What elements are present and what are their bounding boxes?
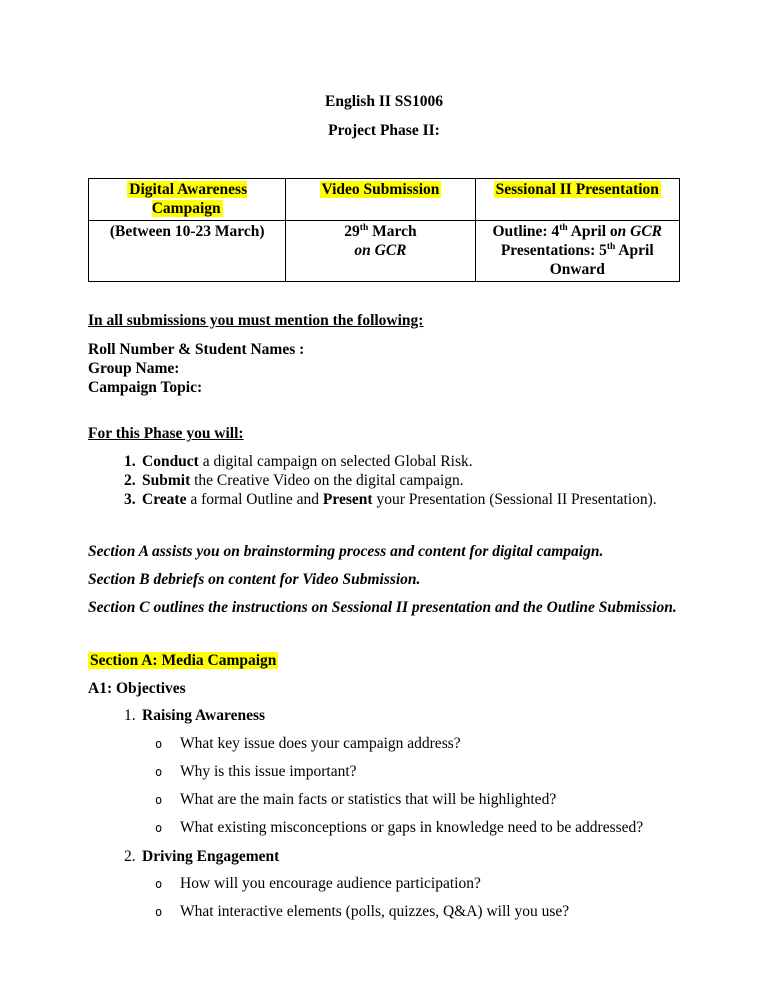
doc-title: English II SS1006 [324,93,444,110]
detail-cell-video-date [286,221,475,282]
ordinal-suffix: th [559,222,568,233]
circle-bullet-icon: o [155,877,163,891]
question-item: o What are the main facts or statistics that will be highlighted? [155,791,557,808]
task-item-conduct: 1. Conduct a digital campaign on selected Global Risk. [124,453,473,470]
list-number: 2. [124,472,136,489]
requirement-campaign-topic: Campaign Topic: [88,379,203,396]
task-item-create: 3. Create a formal Outline and Present your Presentation (Sessional II Presentation). [124,491,657,508]
circle-bullet-icon: o [155,905,163,919]
objective-raising-awareness: 1. Raising Awareness [124,707,266,724]
submissions-heading: In all submissions you must mention the following: [88,312,424,329]
section-b-note: Section B debriefs on content for Video Submission. [88,571,421,588]
task-item-submit: 2. Submit the Creative Video on the digital campaign. [124,472,464,489]
phase-heading: For this Phase you will: [88,425,244,442]
highlighted-header: Sessional II Presentation [495,181,659,198]
circle-bullet-icon: o [155,821,163,835]
objective-driving-engagement: 2. Driving Engagement [124,848,280,865]
section-a-heading [88,651,680,670]
ordinal-suffix: th [606,241,616,252]
schedule-table [88,178,680,282]
schedule-header-row [89,179,680,221]
highlighted-section-heading: Section A: Media Campaign [90,652,277,669]
highlighted-header: Video Submission [321,181,440,198]
video-platform: on GCR [354,242,407,259]
detail-cell-campaign-dates [89,221,286,282]
section-a-note: Section A assists you on brainstorming process and content for digital campaign. [88,543,604,560]
circle-bullet-icon: o [155,793,163,807]
presentation-date: Presentations: 5th April Onward [500,241,654,278]
video-date: 29th March [344,222,417,240]
requirement-roll-number: Roll Number & Student Names : [88,341,305,358]
header-cell-digital-campaign [89,179,286,221]
requirements-list [88,340,680,397]
schedule-detail-row [89,221,680,282]
question-item: o What interactive elements (polls, quizzes, Q&A) will you use? [155,903,570,920]
question-item: o What key issue does your campaign address? [155,735,461,752]
list-number: 1. [124,453,136,470]
highlighted-header: Digital Awareness Campaign [129,181,248,217]
question-item: o Why is this issue important? [155,763,357,780]
question-item: o What existing misconceptions or gaps in knowledge need to be addressed? [155,819,644,836]
list-number: 2. [124,848,136,865]
list-number: 1. [124,707,136,724]
objectives-subheading: A1: Objectives [88,680,186,697]
circle-bullet-icon: o [155,765,163,779]
circle-bullet-icon: o [155,737,163,751]
list-number: 3. [124,491,136,508]
campaign-date-range: (Between 10-23 March) [109,223,265,240]
phase-task-list [88,452,680,509]
section-c-note: Section C outlines the instructions on Sessional II presentation and the Outline Submission. [88,599,677,616]
header-cell-sessional-presentation [475,179,680,221]
ordinal-suffix: th [359,222,369,233]
outline-date: Outline: 4th April on GCR [492,222,663,240]
doc-subtitle: Project Phase II: [328,122,440,139]
requirement-group-name: Group Name: [88,360,180,377]
detail-cell-presentation-dates [475,221,680,282]
header-cell-video-submission [286,179,475,221]
question-item: o How will you encourage audience participation? [155,875,481,892]
